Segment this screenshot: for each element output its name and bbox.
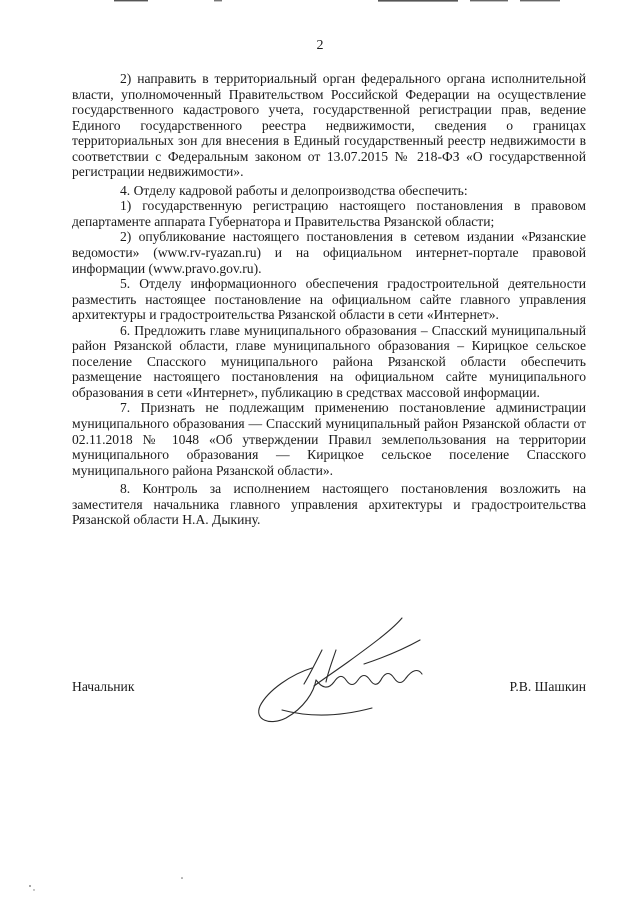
handwritten-signature bbox=[252, 610, 452, 740]
paragraph-item-4-hr-department: 4. Отделу кадровой работы и делопроизводства обеспечить: bbox=[120, 182, 468, 198]
paragraph-item-7-repeal: 7. Признать не подлежащим применению постановление администрации муниципального образования — Спасский муниципальный район Рязанской области от 02.11.2018 № 1048 «Об утверждении Правил землепользования на территории муниципального образования — Кирицкое сельское поселение Спасского муниципального района Рязанской области». bbox=[72, 400, 586, 478]
paragraph-item-2-send-to-cadastre: 2) направить в территориальный орган федерального органа исполнительной власти, уполномоченный Правительством Российской Федерации на осуществление государственного кадастрового учета, государственной регистрации прав, ведение Единого государственного реестра недвижимости, сведения о границах территориальных зон для внесения в Единый государственный реестр недвижимости в соответствии с Федеральным законом от 13.07.2015 № 218-ФЗ «О государственной регистрации недвижимости». bbox=[72, 71, 586, 180]
scan-top-edge-marks bbox=[0, 0, 640, 4]
paragraph-item-4-1-registration: 1) государственную регистрацию настоящего постановления в правовом департаменте аппарата Губернатора и Правительства Рязанской области; bbox=[72, 198, 586, 229]
signatory-title: Начальник bbox=[72, 679, 135, 694]
paragraph-item-6-municipal-heads: 6. Предложить главе муниципального образования – Спасский муниципальный район Рязанской области, главе муниципального образования – Кирицкое сельское поселение Спасского муниципального района Рязанской области обеспечить размещение настоящего постановления на официальном сайте муниципального образования в сети «Интернет», публикацию в средствах массовой информации. bbox=[72, 322, 586, 400]
paragraph-item-5-website: 5. Отделу информационного обеспечения градостроительной деятельности разместить настоящее постановление на официальном сайте главного управления архитектуры и градостроительства Рязанской области в сети «Интернет». bbox=[72, 276, 586, 323]
document-body bbox=[72, 71, 586, 528]
page-number: 2 bbox=[316, 38, 324, 53]
signatory-name: Р.В. Шашкин bbox=[509, 679, 586, 694]
scan-specks bbox=[0, 860, 200, 900]
paragraph-item-4-2-publication: 2) опубликование настоящего постановления в сетевом издании «Рязанские ведомости» (www.rv-ryazan.ru) и на официальном интернет-портале правовой информации (www.pravo.gov.ru). bbox=[72, 229, 586, 276]
paragraph-item-8-control: 8. Контроль за исполнением настоящего постановления возложить на заместителя начальника главного управления архитектуры и градостроительства Рязанской области Н.А. Дыкину. bbox=[72, 481, 586, 528]
